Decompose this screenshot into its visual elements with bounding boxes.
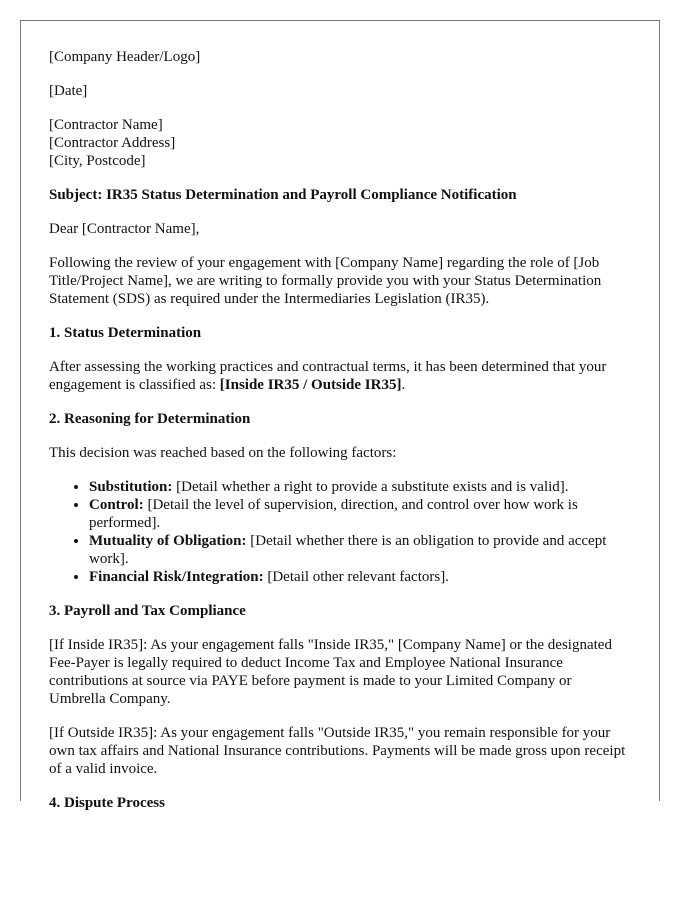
section-1-text: After assessing the working practices and contractual terms, it has been determined that your engagement is classified as: bbox=[49, 359, 607, 393]
factors-list bbox=[49, 478, 631, 586]
determination-result: [Inside IR35 / Outside IR35] bbox=[219, 377, 402, 393]
section-1-end: . bbox=[401, 377, 406, 393]
factor-detail: [Detail other relevant factors]. bbox=[263, 569, 449, 585]
factor-detail: [Detail the level of supervision, direction, and control over how work is performed]. bbox=[89, 497, 578, 531]
factor-item bbox=[89, 532, 631, 568]
factor-detail: [Detail whether a right to provide a substitute exists and is valid]. bbox=[172, 479, 569, 495]
letter-page bbox=[20, 20, 660, 811]
section-2-heading: 2. Reasoning for Determination bbox=[49, 411, 251, 427]
factor-item bbox=[89, 496, 631, 532]
factor-label: Substitution: bbox=[89, 479, 173, 495]
letter-content bbox=[21, 21, 659, 812]
section-1-heading: 1. Status Determination bbox=[49, 325, 202, 341]
inside-ir35-paragraph: [If Inside IR35]: As your engagement falls "Inside IR35," [Company Name] or the designated Fee-Payer is legally required to deduct Income Tax and Employee National Insurance contributions at source via PAYE before payment is made to your Limited Company or Umbrella Company. bbox=[49, 637, 612, 707]
recipient-block bbox=[49, 116, 631, 170]
intro-paragraph: Following the review of your engagement with [Company Name] regarding the role of [Job Title/Project Name], we are writing to formally provide you with your Status Determination Statement (SDS) as required under the Intermediaries Legislation (IR35). bbox=[49, 255, 602, 307]
company-header: [Company Header/Logo] bbox=[49, 49, 201, 65]
subject-line: Subject: IR35 Status Determination and Payroll Compliance Notification bbox=[49, 187, 517, 203]
letter-date: [Date] bbox=[49, 83, 88, 99]
factor-item bbox=[89, 568, 631, 586]
section-4-heading: 4. Dispute Process bbox=[49, 795, 165, 811]
salutation: Dear [Contractor Name], bbox=[49, 221, 200, 237]
factor-label: Control: bbox=[89, 497, 144, 513]
factor-label: Financial Risk/Integration: bbox=[89, 569, 264, 585]
contractor-name: [Contractor Name] bbox=[49, 117, 163, 133]
factor-label: Mutuality of Obligation: bbox=[89, 533, 247, 549]
section-3-heading: 3. Payroll and Tax Compliance bbox=[49, 603, 246, 619]
section-2-intro: This decision was reached based on the following factors: bbox=[49, 445, 397, 461]
contractor-city: [City, Postcode] bbox=[49, 153, 146, 169]
outside-ir35-paragraph: [If Outside IR35]: As your engagement falls "Outside IR35," you remain responsible for your own tax affairs and National Insurance contributions. Payments will be made gross upon receipt of a valid invoice. bbox=[49, 725, 626, 777]
factor-item bbox=[89, 478, 631, 496]
factor-detail: [Detail whether there is an obligation to provide and accept work]. bbox=[89, 533, 607, 567]
section-1-paragraph bbox=[49, 358, 631, 394]
contractor-address: [Contractor Address] bbox=[49, 135, 176, 151]
